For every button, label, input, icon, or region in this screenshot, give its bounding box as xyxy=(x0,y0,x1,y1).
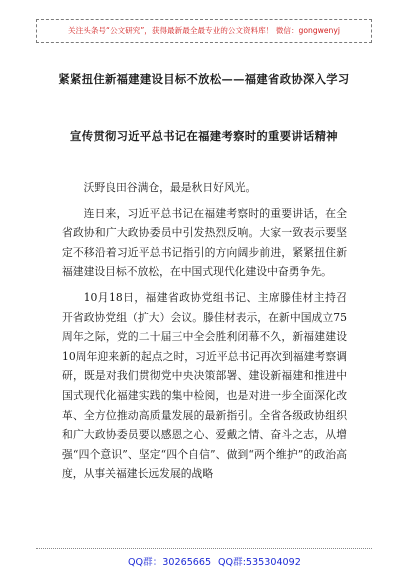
document-title-line-2: 宣传贯彻习近平总书记在福建考察时的重要讲话精神 xyxy=(70,129,338,143)
paragraph-2: 连日来，习近平总书记在福建考察时的重要讲话，在全省政协和广大政协委员中引发热烈反响。大家一致表示要坚定不移沿着习近平总书记指引的方向阔步前进，紧紧扭住新福建建设目标不放松，在中国式现代化建设中奋勇争先。 xyxy=(62,206,347,279)
footer-qq-group-2: QQ群:535304092 xyxy=(218,557,301,568)
paragraph-3: 10月18日，福建省政协党组书记、主席滕佳材主持召开省政协党组（扩大）会议。滕佳材表示，在新中国成立75周年之际，党的二十届三中全会胜利闭幕不久，新福建建设10周年迎来新的起点之时，习近平总书记再次到福建考察调研，既是对我们贯彻党中央决策部署、建设新福建和推进中国式现代化福建实践的集中检阅，也是对进一步全面深化改革、全方位推动高质量发展的最新指引。全省各级政协组织和广大政协委员要以感恩之心、爱戴之情、奋斗之志，从增强“四个意识”、坚定“四个自信”、做到“两个维护”的政治高度，从事关福建长远发展的战略 xyxy=(62,290,347,481)
footer-qq-group-1: QQ群：30265665 xyxy=(128,557,212,568)
paragraph-1: 沃野良田谷满仓，最是秋日好风光。 xyxy=(83,181,257,194)
header-note: 关注头条号“公文研究”，获得最新最全最专业的公文资料库！ 微信：gongwenyj xyxy=(36,19,372,43)
footer xyxy=(0,554,408,570)
document-body xyxy=(62,178,347,484)
document-title-line-1: 紧紧扭住新福建建设目标不放松——福建省政协深入学习 xyxy=(58,72,350,86)
footer-divider xyxy=(36,548,372,549)
